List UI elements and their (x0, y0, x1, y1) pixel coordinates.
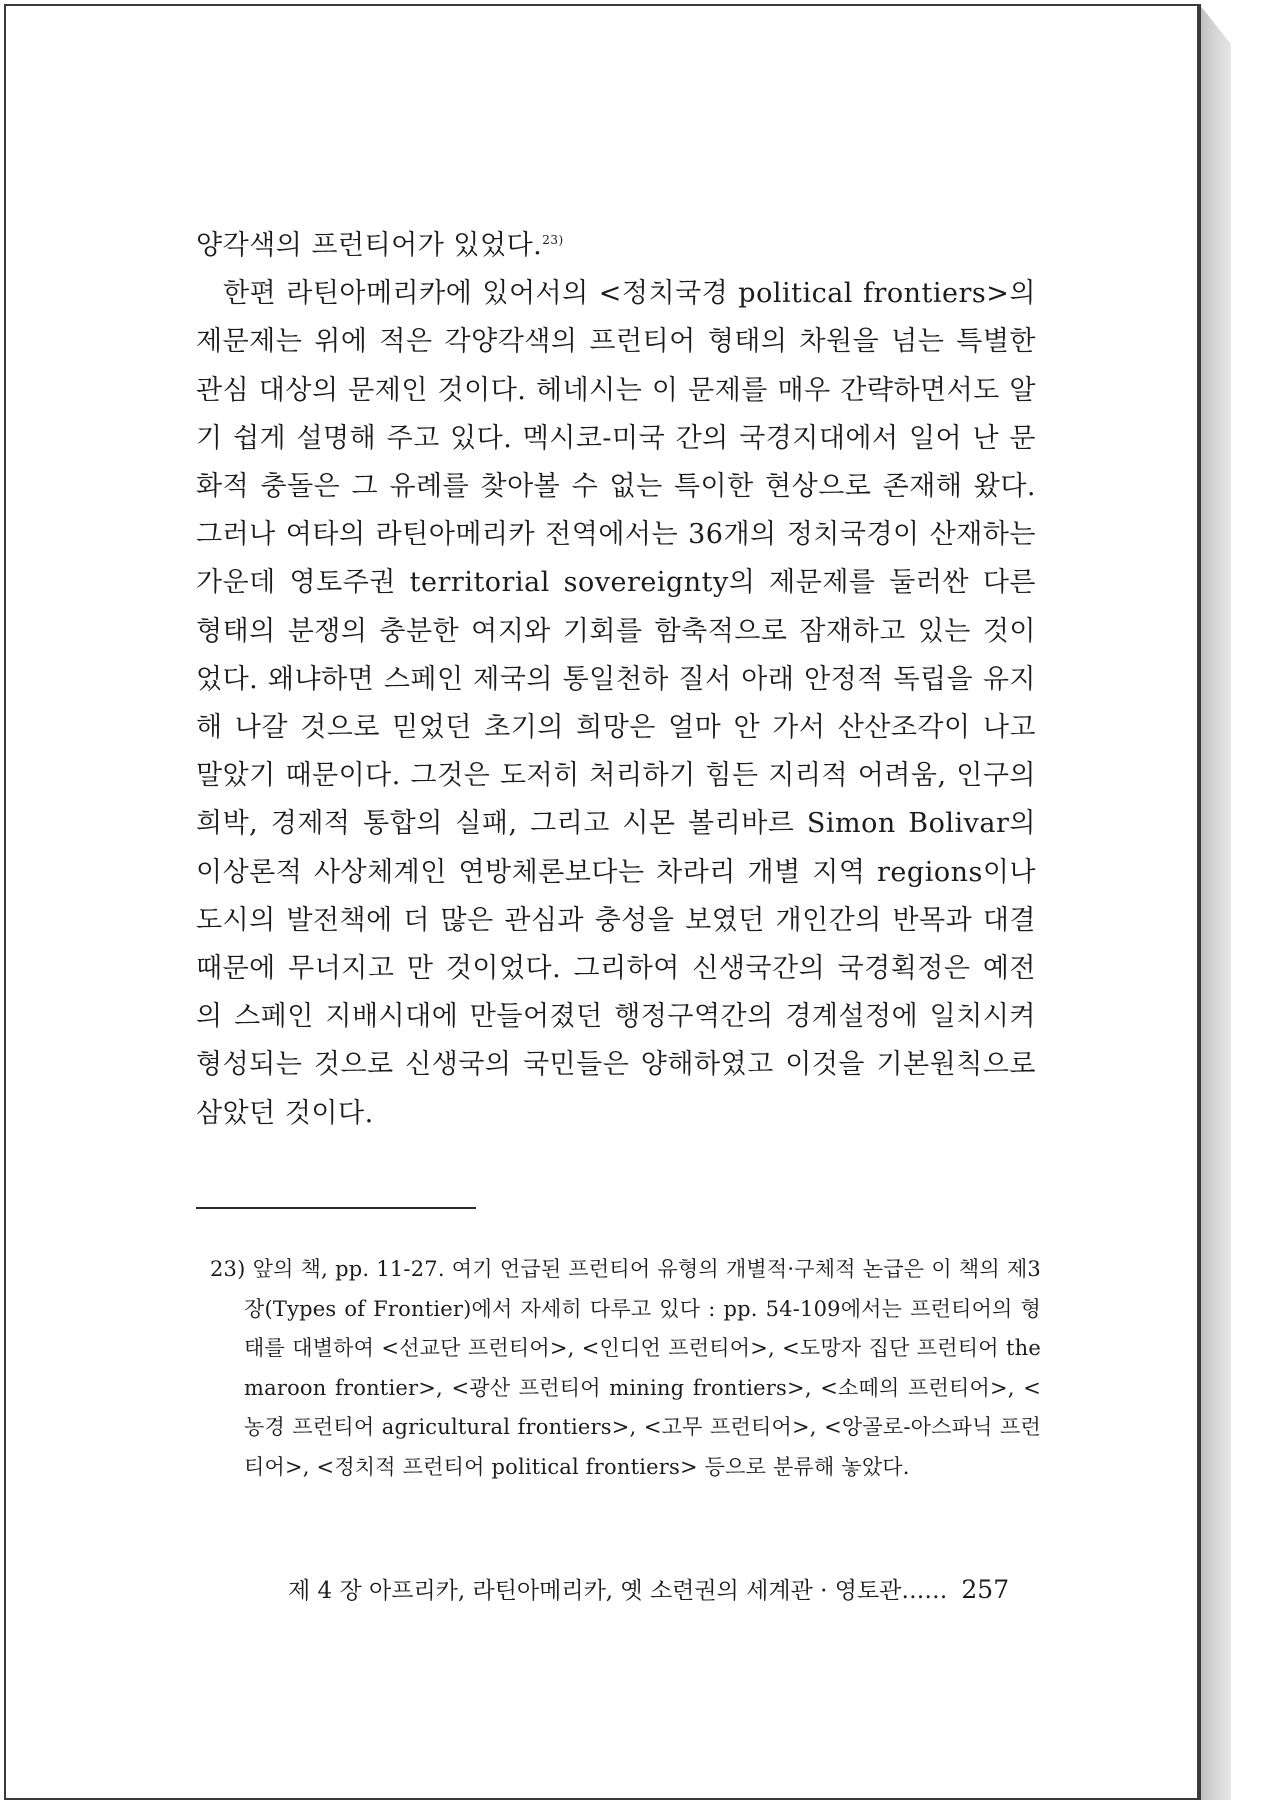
running-footer (288, 1572, 1038, 1609)
paragraph-continuation (196, 222, 1036, 270)
body-text (196, 222, 1036, 1138)
footnote-23 (196, 1250, 1041, 1487)
footnote-reference[interactable]: 23) (542, 233, 564, 247)
paragraph-political-frontiers: 한편 라틴아메리카에 있어서의 <정치국경 political frontiers>의 제문제는 위에 적은 각양각색의 프런티어 형태의 차원을 넘는 특별한 관심 대상의 문제인 것이다. 헤네시는 이 문제를 매우 간략하면서도 알기 쉽게 설명해 주고 있다. 멕시코-미국 간의 국경지대에서 일어 난 문화적 충돌은 그 유례를 찾아볼 수 없는 특이한 현상으로 존재해 왔다. 그러나 여타의 라틴아메리카 전역에서는 36개의 정치국경이 산재하는 가운데 영토주권 territorial sovereignty의 제문제를 둘러싼 다른 형태의 분쟁의 충분한 여지와 기회를 함축적으로 잠재하고 있는 것이었다. 왜냐하면 스페인 제국의 통일천하 질서 아래 안정적 독립을 유지해 나갈 것으로 믿었던 초기의 희망은 얼마 안 가서 산산조각이 나고 말았기 때문이다. 그것은 도저히 처리하기 힘든 지리적 어려움, 인구의 희박, 경제적 통합의 실패, 그리고 시몬 볼리바르 Simon Bolivar의 이상론적 사상체계인 연방체론보다는 차라리 개별 지역 regions이나 도시의 발전책에 더 많은 관심과 충성을 보였던 개인간의 반목과 대결 때문에 무너지고 만 것이었다. 그리하여 신생국간의 국경획정은 예전의 스페인 지배시대에 만들어졌던 행정구역간의 경계설정에 일치시켜 형성되는 것으로 신생국의 국민들은 양해하였고 이것을 기본원칙으로 삼았던 것이다. (196, 278, 1036, 1129)
footnote-separator (196, 1207, 476, 1209)
page-number: 257 (961, 1575, 1010, 1604)
paragraph-continuation-text: 양각색의 프런티어가 있었다. (196, 230, 543, 261)
page-edge-shadow (1199, 4, 1231, 1800)
footnote-text: 23) 앞의 책, pp. 11-27. 여기 언급된 프런티어 유형의 개별적·구체적 논급은 이 책의 제3장(Types of Frontier)에서 자세히 다루고 있다 : pp. 54-109에서는 프런티어의 형태를 대별하여 <선교단 프런티어>, <인디언 프런티어>, <도망자 집단 프런티어 the maroon frontier>, <광산 프런티어 mining frontiers>, <소떼의 프런티어>, <농경 프런티어 agricultural frontiers>, <고무 프런티어>, <앙골로-아스파닉 프런티어>, <정치적 프런티어 political frontiers> 등으로 분류해 놓았다. (210, 1257, 1041, 1479)
chapter-title: 제 4 장 아프리카, 라틴아메리카, 옛 소련권의 세계관 · 영토관…… (288, 1578, 948, 1604)
page-border-right (1199, 4, 1201, 1800)
